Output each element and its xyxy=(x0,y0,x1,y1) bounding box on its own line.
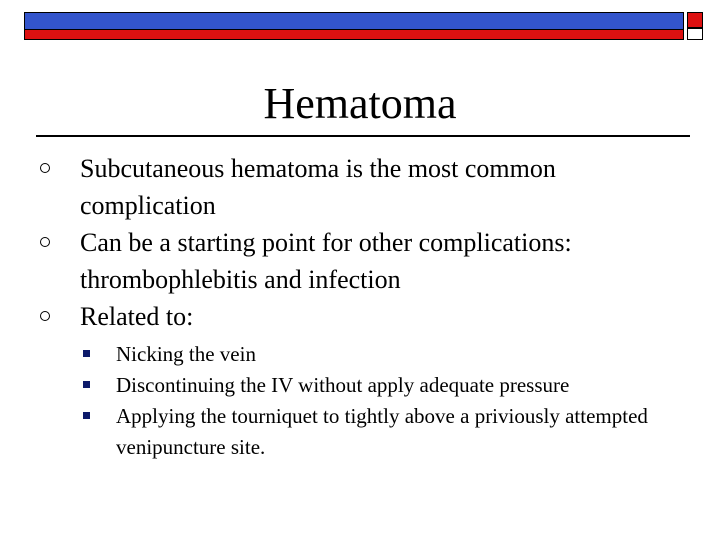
sub-bullet-item xyxy=(80,339,660,370)
sub-bullet-item xyxy=(80,401,660,463)
decorative-header-bar xyxy=(0,0,720,48)
sub-bullet-text: Applying the tourniquet to tightly above a priviously attempted venipuncture site. xyxy=(116,404,648,459)
hollow-circle-bullet-icon xyxy=(40,311,50,321)
sub-bullet-list xyxy=(80,335,660,463)
sub-bullet-text: Discontinuing the IV without apply adequate pressure xyxy=(116,373,570,397)
header-red-stripe xyxy=(24,30,684,40)
sub-bullet-item xyxy=(80,370,660,401)
square-bullet-icon xyxy=(83,381,90,388)
header-white-square xyxy=(687,28,703,40)
header-blue-stripe xyxy=(24,12,684,30)
header-red-square xyxy=(687,12,703,28)
bullet-text: Related to: xyxy=(80,302,194,331)
bullet-item xyxy=(40,298,660,463)
square-bullet-icon xyxy=(83,412,90,419)
bullet-list xyxy=(40,150,660,463)
bullet-item xyxy=(40,224,660,298)
slide-title: Hematoma xyxy=(263,79,457,128)
bullet-text: Can be a starting point for other complications: thrombophlebitis and infection xyxy=(80,228,572,294)
hollow-circle-bullet-icon xyxy=(40,237,50,247)
bullet-text: Subcutaneous hematoma is the most common complication xyxy=(80,154,556,220)
title-divider xyxy=(36,135,690,137)
sub-bullet-text: Nicking the vein xyxy=(116,342,256,366)
square-bullet-icon xyxy=(83,350,90,357)
hollow-circle-bullet-icon xyxy=(40,163,50,173)
bullet-item xyxy=(40,150,660,224)
